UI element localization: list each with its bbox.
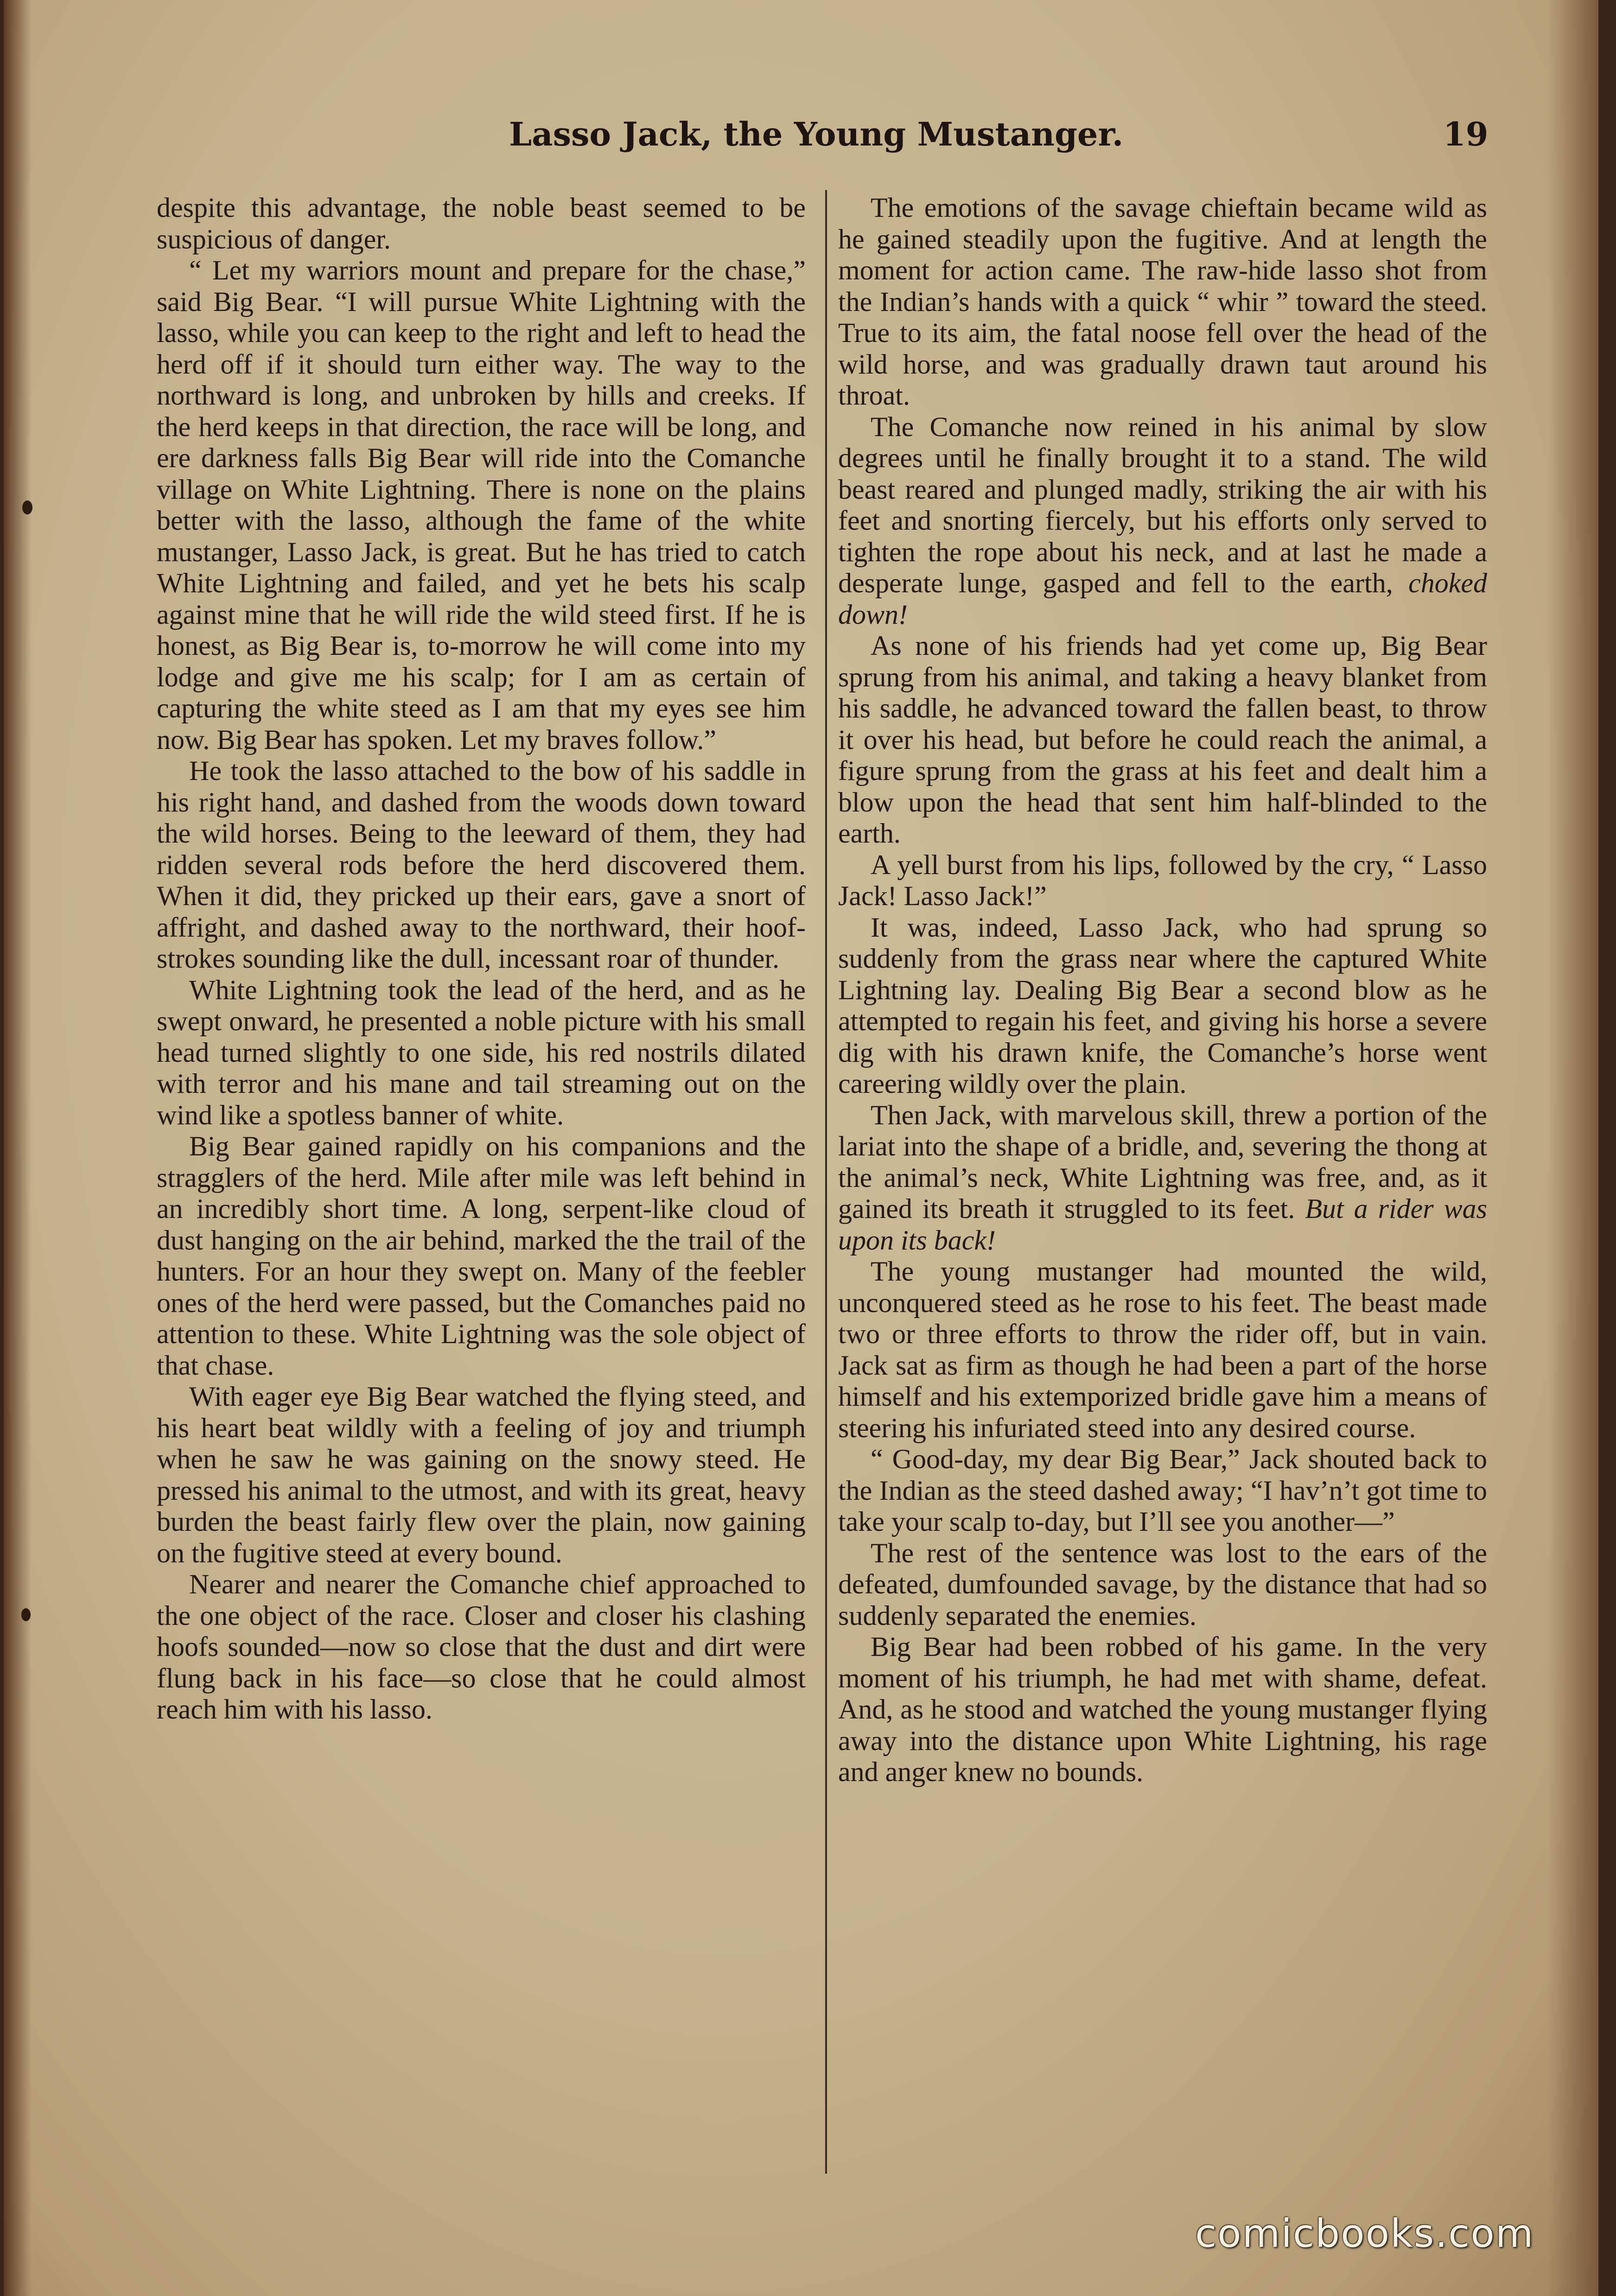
paragraph: The young mustanger had mounted the wild, unconquered steed as he rose to his feet. The beast made two or three efforts to throw the rider off, but in vain. Jack sat as firm as though he had been a part of the horse himself and his extemporized bridle gave him a means of steering his infuriated steed into any desired course. bbox=[838, 1256, 1487, 1443]
paragraph-text: The Comanche now reined in his animal by slow degrees until he finally brought it to a stand. The wild beast reared and plunged madly, striking the air with his feet and snorting fiercely, but his efforts only served to tighten the rope about his neck, and at last he made a desperate lunge, gasped and fell to the earth, bbox=[838, 411, 1487, 598]
paragraph: Big Bear had been robbed of his game. In the very moment of his triumph, he had met with shame, defeat. And, as he stood and watched the young mustanger flying away into the distance upon White Lightning, his rage and anger knew no bounds. bbox=[838, 1631, 1487, 1787]
binding-hole-mark bbox=[21, 1608, 31, 1621]
paragraph: It was, indeed, Lasso Jack, who had sprung so suddenly from the grass near where the captured White Lightning lay. Dealing Big Bear a second blow as he attempted to regain his feet, and giving his horse a severe dig with his drawn knife, the Comanche’s horse went careering wildly over the plain. bbox=[838, 912, 1487, 1099]
paragraph: The rest of the sentence was lost to the ears of the defeated, dumfounded savage, by the distance that had so suddenly separated the enemies. bbox=[838, 1537, 1487, 1631]
emphasis-text: But a rider was upon its back! bbox=[838, 1193, 1488, 1256]
emphasis-text: choked down! bbox=[838, 568, 1488, 630]
left-page-edge bbox=[4, 0, 32, 2296]
paragraph: “ Let my warriors mount and prepare for the chase,” said Big Bear. “I will pursue White Lightning with the lasso, while you can keep to the right and left to head the herd off if it should turn either way. The way to the northward is long, and unbroken by hills and creeks. If the herd keeps in that direction, the race will be long, and ere darkness falls Big Bear will ride into the Comanche village on White Lightning. There is none on the plains better with the lasso, although the fame of the white mustanger, Lasso Jack, is great. But he has tried to catch White Lightning and failed, and yet he bets his scalp against mine that he will ride the wild steed first. If he is honest, as Big Bear is, to-morrow he will come into my lodge and give me his scalp; for I am as certain of capturing the white steed as I am that my eyes see him now. Big Bear has spoken. Let my braves follow.” bbox=[157, 255, 806, 755]
column-rule bbox=[825, 190, 827, 2174]
text-column-left bbox=[157, 192, 806, 2195]
paragraph: A yell burst from his lips, followed by the cry, “ Lasso Jack! Lasso Jack!” bbox=[838, 849, 1487, 911]
paragraph: The emotions of the savage chieftain became wild as he gained steadily upon the fugitive. And at length the moment for action came. The raw-hide lasso shot from the Indian’s hands with a quick “ whir ” toward the steed. True to its aim, the fatal noose fell over the head of the wild horse, and was gradually drawn taut around his throat. bbox=[838, 192, 1487, 411]
site-watermark: comicbooks.com bbox=[1195, 2211, 1534, 2256]
paragraph: He took the lasso attached to the bow of his saddle in his right hand, and dashed from the woods down toward the wild horses. Being to the leeward of them, they had ridden several rods before the herd discovered them. When it did, they pricked up their ears, gave a snort of affright, and dashed away to the northward, their hoof-strokes sounding like the dull, incessant roar of thunder. bbox=[157, 755, 806, 974]
binding-hole-mark bbox=[22, 501, 32, 514]
paragraph: With eager eye Big Bear watched the flying steed, and his heart beat wildly with a feeling of joy and triumph when he saw he was gaining on the snowy steed. He pressed his animal to the utmost, and with its great, heavy burden the beast fairly flew over the plain, now gaining on the fugitive steed at every bound. bbox=[157, 1381, 806, 1568]
page-number: 19 bbox=[1443, 115, 1489, 153]
paragraph bbox=[838, 1100, 1487, 1256]
text-column-right bbox=[838, 192, 1487, 2195]
paragraph: “ Good-day, my dear Big Bear,” Jack shouted back to the Indian as the steed dashed away; “I hav’n’t got time to take your scalp to-day, but I’ll see you another—” bbox=[838, 1444, 1487, 1537]
paragraph: As none of his friends had yet come up, Big Bear sprung from his animal, and taking a heavy blanket from his saddle, he advanced toward the fallen beast, to throw it over his head, but before he could reach the animal, a figure sprung from the grass at his feet and dealt him a blow upon the head that sent him half-blinded to the earth. bbox=[838, 630, 1487, 849]
paragraph: despite this advantage, the noble beast seemed to be suspicious of danger. bbox=[157, 192, 806, 254]
running-title: Lasso Jack, the Young Mustanger. bbox=[509, 115, 1124, 153]
paragraph: White Lightning took the lead of the herd, and as he swept onward, he presented a noble picture with his small head turned slightly to one side, his red nostrils dilated with terror and his mane and tail streaming out on the wind like a spotless banner of white. bbox=[157, 974, 806, 1130]
right-page-edge bbox=[1547, 0, 1598, 2296]
paragraph: Big Bear gained rapidly on his companions and the stragglers of the herd. Mile after mile was left behind in an incredibly short time. A long, serpent-like cloud of dust hanging on the air behind, marked the the trail of the hunters. For an hour they swept on. Many of the feebler ones of the herd were passed, but the Comanches paid no attention to these. White Lightning was the sole object of that chase. bbox=[157, 1131, 806, 1381]
paper-sheet bbox=[4, 0, 1598, 2296]
paragraph-text: Then Jack, with marvelous skill, threw a portion of the lariat into the shape of a bridle, and, severing the thong at the animal’s neck, White Lightning was free, and, as it gained its breath it struggled to its feet. bbox=[838, 1099, 1487, 1224]
paragraph bbox=[838, 412, 1487, 631]
paragraph: Nearer and nearer the Comanche chief approached to the one object of the race. Closer and closer his clashing hoofs sounded—now so close that the dust and dirt were flung back in his face—so close that he could almost reach him with his lasso. bbox=[157, 1569, 806, 1725]
